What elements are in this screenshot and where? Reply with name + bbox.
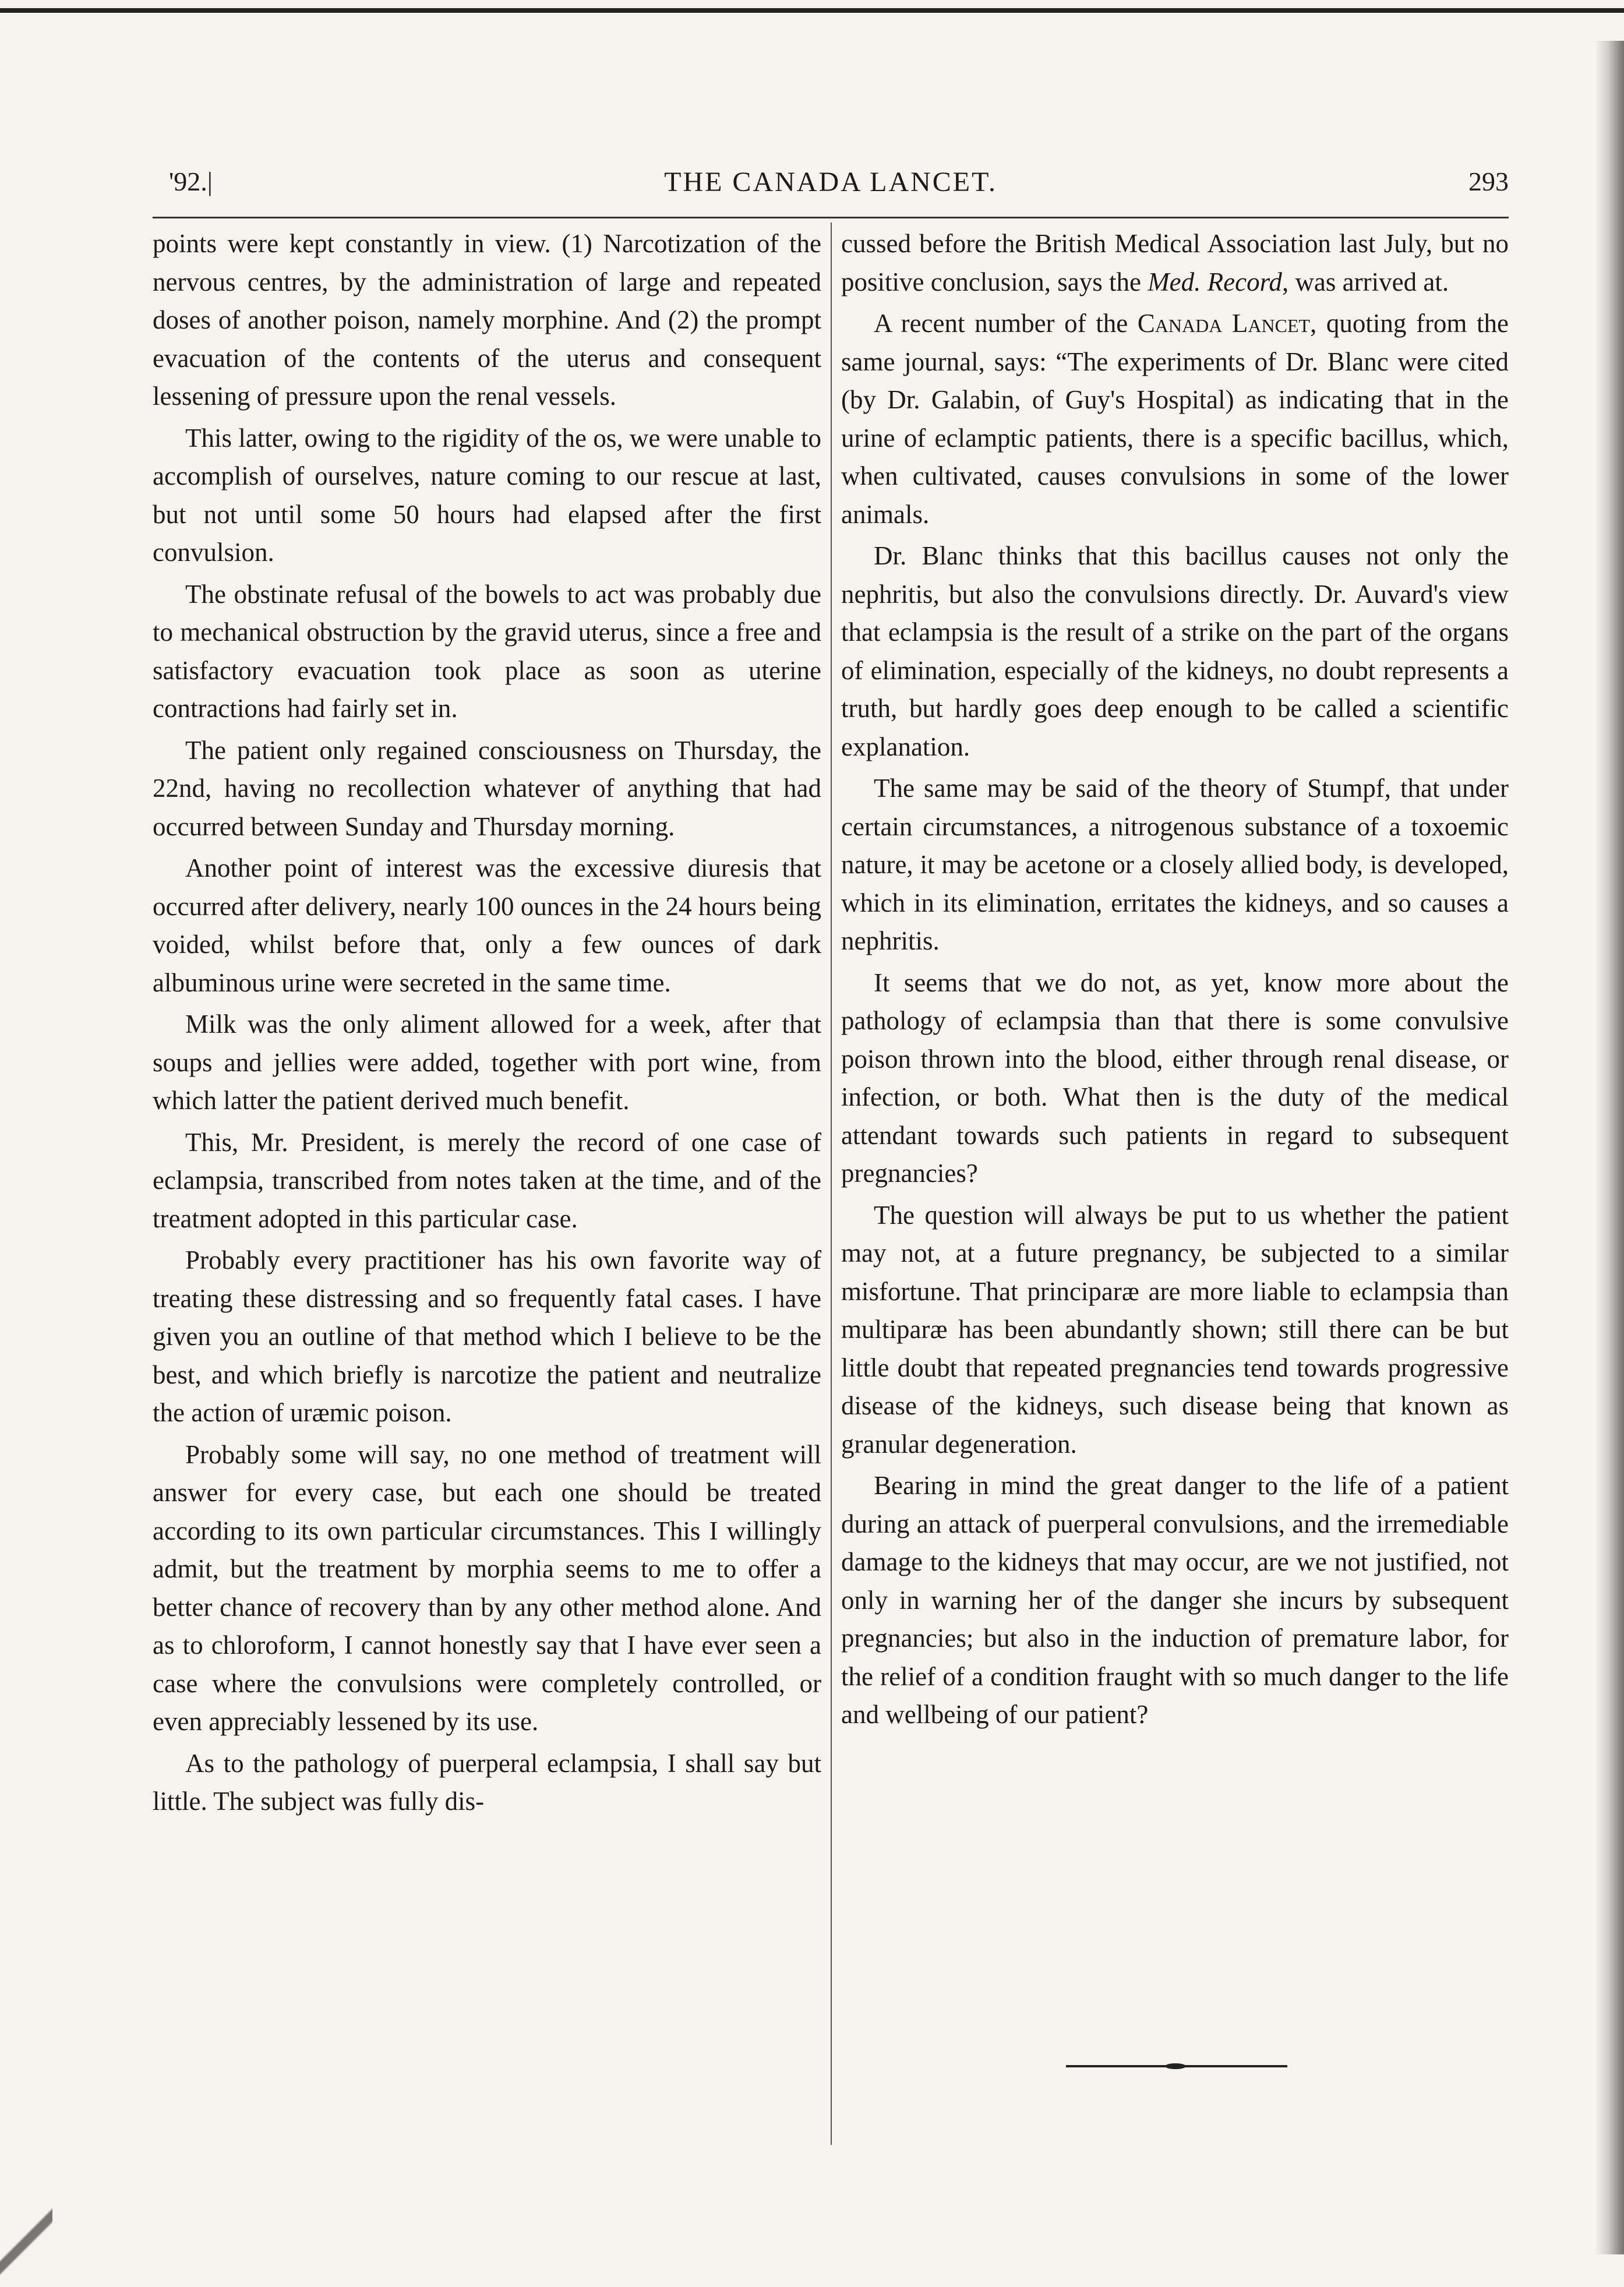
header-rule bbox=[153, 217, 1509, 218]
scan-corner-mark bbox=[0, 2173, 52, 2287]
paragraph: This latter, owing to the rigidity of the os, we were unable to accomplish of ourselves, nature coming to our rescue at last, but not until some 50 hours had elapsed after the first convulsion. bbox=[153, 423, 821, 567]
paragraph: The patient only regained consciousness on Thursday, the 22nd, having no recollection whatever of anything that had occurred between Sunday and Thursday morning. bbox=[153, 735, 821, 841]
running-head bbox=[153, 166, 1509, 213]
paragraph: The question will always be put to us whether the patient may not, at a future pregnancy, be subjected to a similar misfortune. That principaræ are more liable to eclampsia than multiparæ has been abundantly shown; still there can be but little doubt that repeated pregnancies tend towards progressive disease of the kidneys, such disease being that known as granular degeneration. bbox=[841, 1200, 1509, 1459]
paragraph bbox=[841, 305, 1509, 534]
paragraph: Bearing in mind the great danger to the life of a patient during an attack of puerperal convulsions, and the irremediable damage to the kidneys that may occur, are we not justified, not only in warning her of the danger she incurs by subsequent pregnancies; but also in the induction of premature labor, for the relief of a condition fraught with so much danger to the life and wellbeing of our patient? bbox=[841, 1471, 1509, 1729]
paragraph bbox=[841, 225, 1509, 301]
paragraph: points were kept constantly in view. (1) Narcotization of the nervous centres, by the administration of large and repeated doses of another poison, namely morphine. And (2) the prompt evacuation of the contents of the uterus and consequent lessening of pressure upon the renal vessels. bbox=[153, 229, 821, 411]
paragraph: This, Mr. President, is merely the record of one case of eclampsia, transcribed from notes taken at the time, and of the treatment adopted in this particular case. bbox=[153, 1127, 821, 1233]
journal-name-smallcaps: Canada Lancet bbox=[1137, 309, 1311, 338]
page-number: 293 bbox=[1468, 167, 1509, 196]
text-run: , quoting from the same journal, says: “The experiments of Dr. Blanc were cited (by Dr. Galabin, of Guy's Hospital) as indicating that in the urine of eclamptic patients, there is a specific bacillus, which, when cultivated, causes convulsions in some of the lower animals. bbox=[841, 309, 1509, 529]
paragraph: The obstinate refusal of the bowels to act was probably due to mechanical obstruction by the gravid uterus, since a free and satisfactory evacuation took place as soon as uterine contractions had fairly set in. bbox=[153, 579, 821, 723]
article-end-rule bbox=[1066, 2065, 1287, 2067]
paragraph: Another point of interest was the excessive diuresis that occurred after delivery, nearly 100 ounces in the 24 hours being voided, whilst before that, only a few ounces of dark albuminous urine were secreted in the same time. bbox=[153, 853, 821, 997]
paragraph: Milk was the only aliment allowed for a week, after that soups and jellies were added, together with port wine, from which latter the patient derived much benefit. bbox=[153, 1010, 821, 1115]
column-divider bbox=[831, 223, 832, 2145]
paragraph: Probably every practitioner has his own favorite way of treating these distressing and so frequently fatal cases. I have given you an outline of that method which I believe to be the best, and which briefly is narcotize the patient and neutralize the action of uræmic poison. bbox=[153, 1245, 821, 1427]
left-column bbox=[153, 225, 821, 1821]
journal-title: THE CANADA LANCET. bbox=[664, 167, 997, 197]
paragraph: The same may be said of the theory of Stumpf, that under certain circumstances, a nitrogenous substance of a toxoemic nature, it may be acetone or a closely allied body, is developed, which in its elimination, erritates the kidneys, and so causes a nephritis. bbox=[841, 774, 1509, 955]
scan-top-border bbox=[0, 8, 1624, 13]
text-run: A recent number of the bbox=[874, 309, 1138, 338]
text-run: cussed before the British Medical Association last July, but no positive conclusion, says the bbox=[841, 229, 1509, 297]
paragraph: It seems that we do not, as yet, know more about the pathology of eclampsia than that there is some convulsive poison thrown into the blood, either through renal disease, or infection, or both. What then is the duty of the medical attendant towards such patients in regard to subsequent pregnancies? bbox=[841, 968, 1509, 1188]
text-run: , was arrived at. bbox=[1281, 267, 1449, 297]
scan-right-edge-shadow bbox=[1595, 41, 1624, 2254]
right-column bbox=[841, 225, 1509, 1734]
journal-name-italic: Med. Record bbox=[1148, 267, 1282, 297]
paragraph: Probably some will say, no one method of treatment will answer for every case, but each one should be treated according to its own particular circumstances. This I willingly admit, but the treatment by morphia seems to me to offer a better chance of recovery than by any other method alone. And as to chloroform, I cannot honestly say that I have ever seen a case where the convulsions were completely controlled, or even appreciably lessened by its use. bbox=[153, 1439, 821, 1736]
volume-year: '92.| bbox=[169, 167, 213, 196]
paragraph: Dr. Blanc thinks that this bacillus causes not only the nephritis, but also the convulsions directly. Dr. Auvard's view that eclampsia is the result of a strike on the part of the organs of elimination, especially of the kidneys, no doubt represents a truth, but hardly goes deep enough to be called a scientific explanation. bbox=[841, 541, 1509, 761]
paragraph: As to the pathology of puerperal eclampsia, I shall say but little. The subject was fully dis- bbox=[153, 1748, 821, 1816]
